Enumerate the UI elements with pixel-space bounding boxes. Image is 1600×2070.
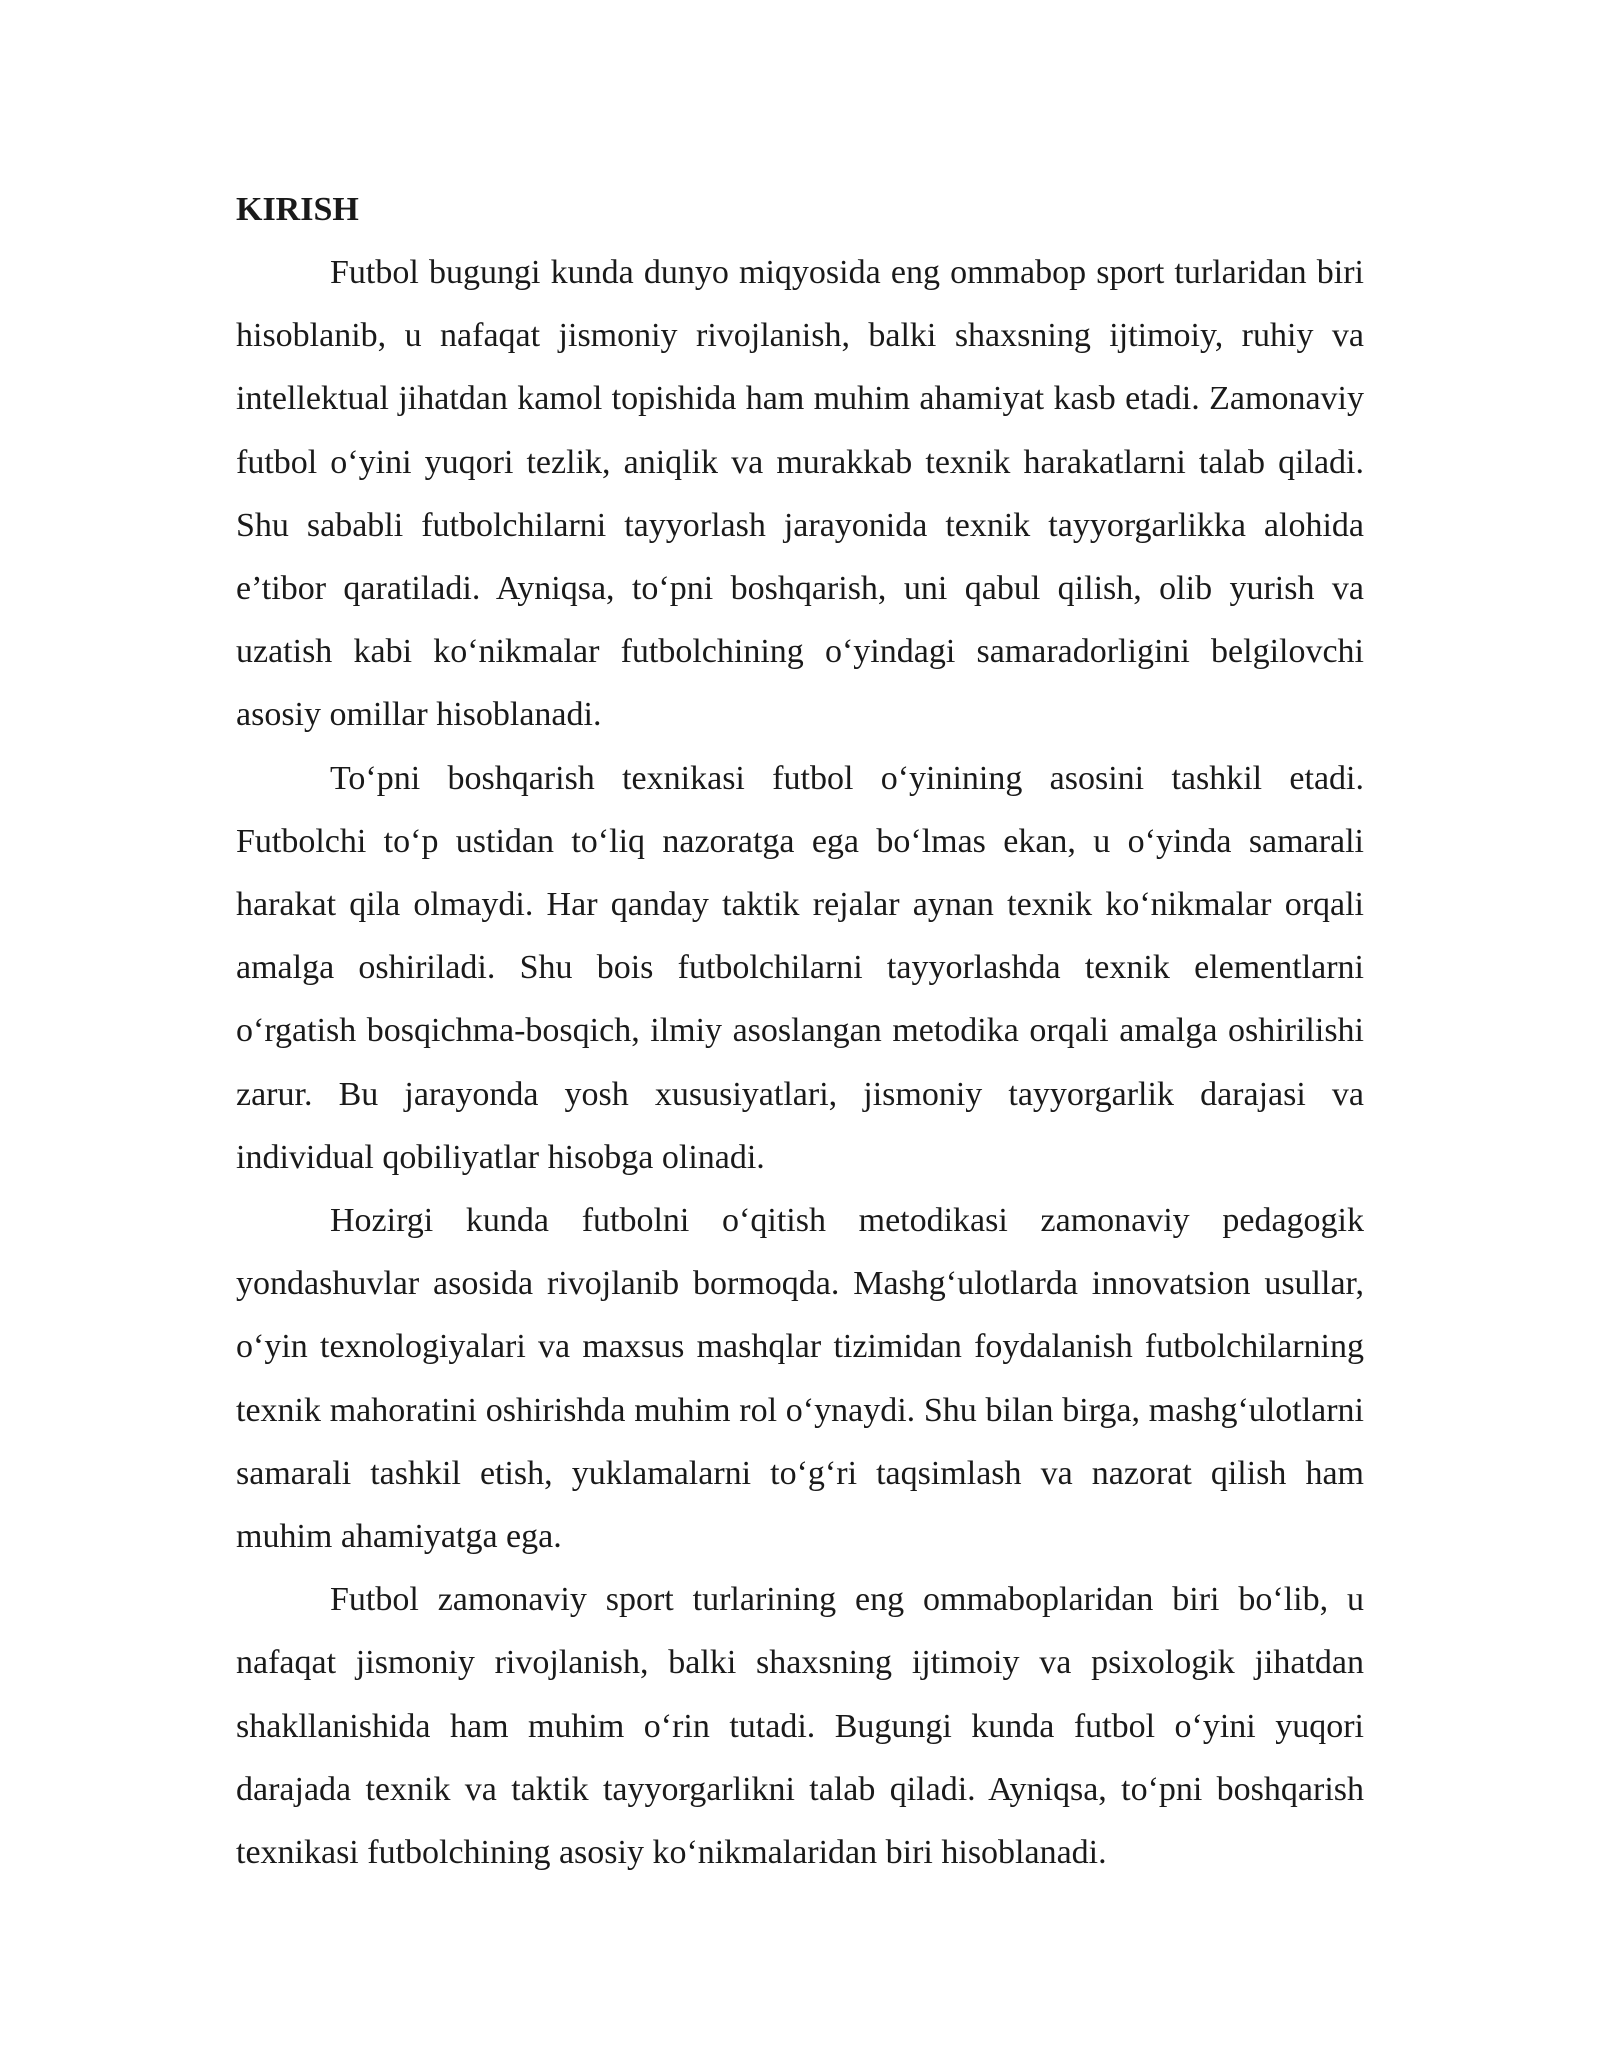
paragraph-4: Futbol zamonaviy sport turlarining eng ommaboplaridan biri bo‘lib, u nafaqat jismoniy rivojlanish, balki shaxsning ijtimoiy va psixologik jihatdan shakllanishida ham muhim o‘rin tutadi. Bugungi kunda futbol o‘yini yuqori darajada texnik va taktik tayyorgarlikni talab qiladi. Ayniqsa, to‘pni boshqarish texnikasi futbolchining asosiy ko‘nikmalaridan biri hisoblanadi. (236, 1581, 1364, 1872)
paragraph-1: Futbol bugungi kunda dunyo miqyosida eng ommabop sport turlaridan biri hisoblanib, u nafaqat jismoniy rivojlanish, balki shaxsning ijtimoiy, ruhiy va intellektual jihatdan kamol topishida ham muhim ahamiyat kasb etadi. Zamonaviy futbol o‘yini yuqori tezlik, aniqlik va murakkab texnik harakatlarni talab qiladi. Shu sababli futbolchilarni tayyorlash jarayonida texnik tayyorgarlikka alohida e’tibor qaratiladi. Ayniqsa, to‘pni boshqarish, uni qabul qilish, olib yurish va uzatish kabi ko‘nikmalar futbolchining o‘yindagi samaradorligini belgilovchi asosiy omillar hisoblanadi. (236, 254, 1364, 734)
paragraph-2: To‘pni boshqarish texnikasi futbol o‘yinining asosini tashkil etadi. Futbolchi to‘p ustidan to‘liq nazoratga ega bo‘lmas ekan, u o‘yinda samarali harakat qila olmaydi. Har qanday taktik rejalar aynan texnik ko‘nikmalar orqali amalga oshiriladi. Shu bois futbolchilarni tayyorlashda texnik elementlarni o‘rgatish bosqichma-bosqich, ilmiy asoslangan metodika orqali amalga oshirilishi zarur. Bu jarayonda yosh xususiyatlari, jismoniy tayyorgarlik darajasi va individual qobiliyatlar hisobga olinadi. (236, 759, 1364, 1176)
section-heading: KIRISH (236, 191, 359, 228)
document-body (236, 185, 1364, 1884)
paragraph-3: Hozirgi kunda futbolni o‘qitish metodikasi zamonaviy pedagogik yondashuvlar asosida rivojlanib bormoqda. Mashg‘ulotlarda innovatsion usullar, o‘yin texnologiyalari va maxsus mashqlar tizimidan foydalanish futbolchilarning texnik mahoratini oshirishda muhim rol o‘ynaydi. Shu bilan birga, mashg‘ulotlarni samarali tashkil etish, yuklamalarni to‘g‘ri taqsimlash va nazorat qilish ham muhim ahamiyatga ega. (236, 1202, 1364, 1556)
